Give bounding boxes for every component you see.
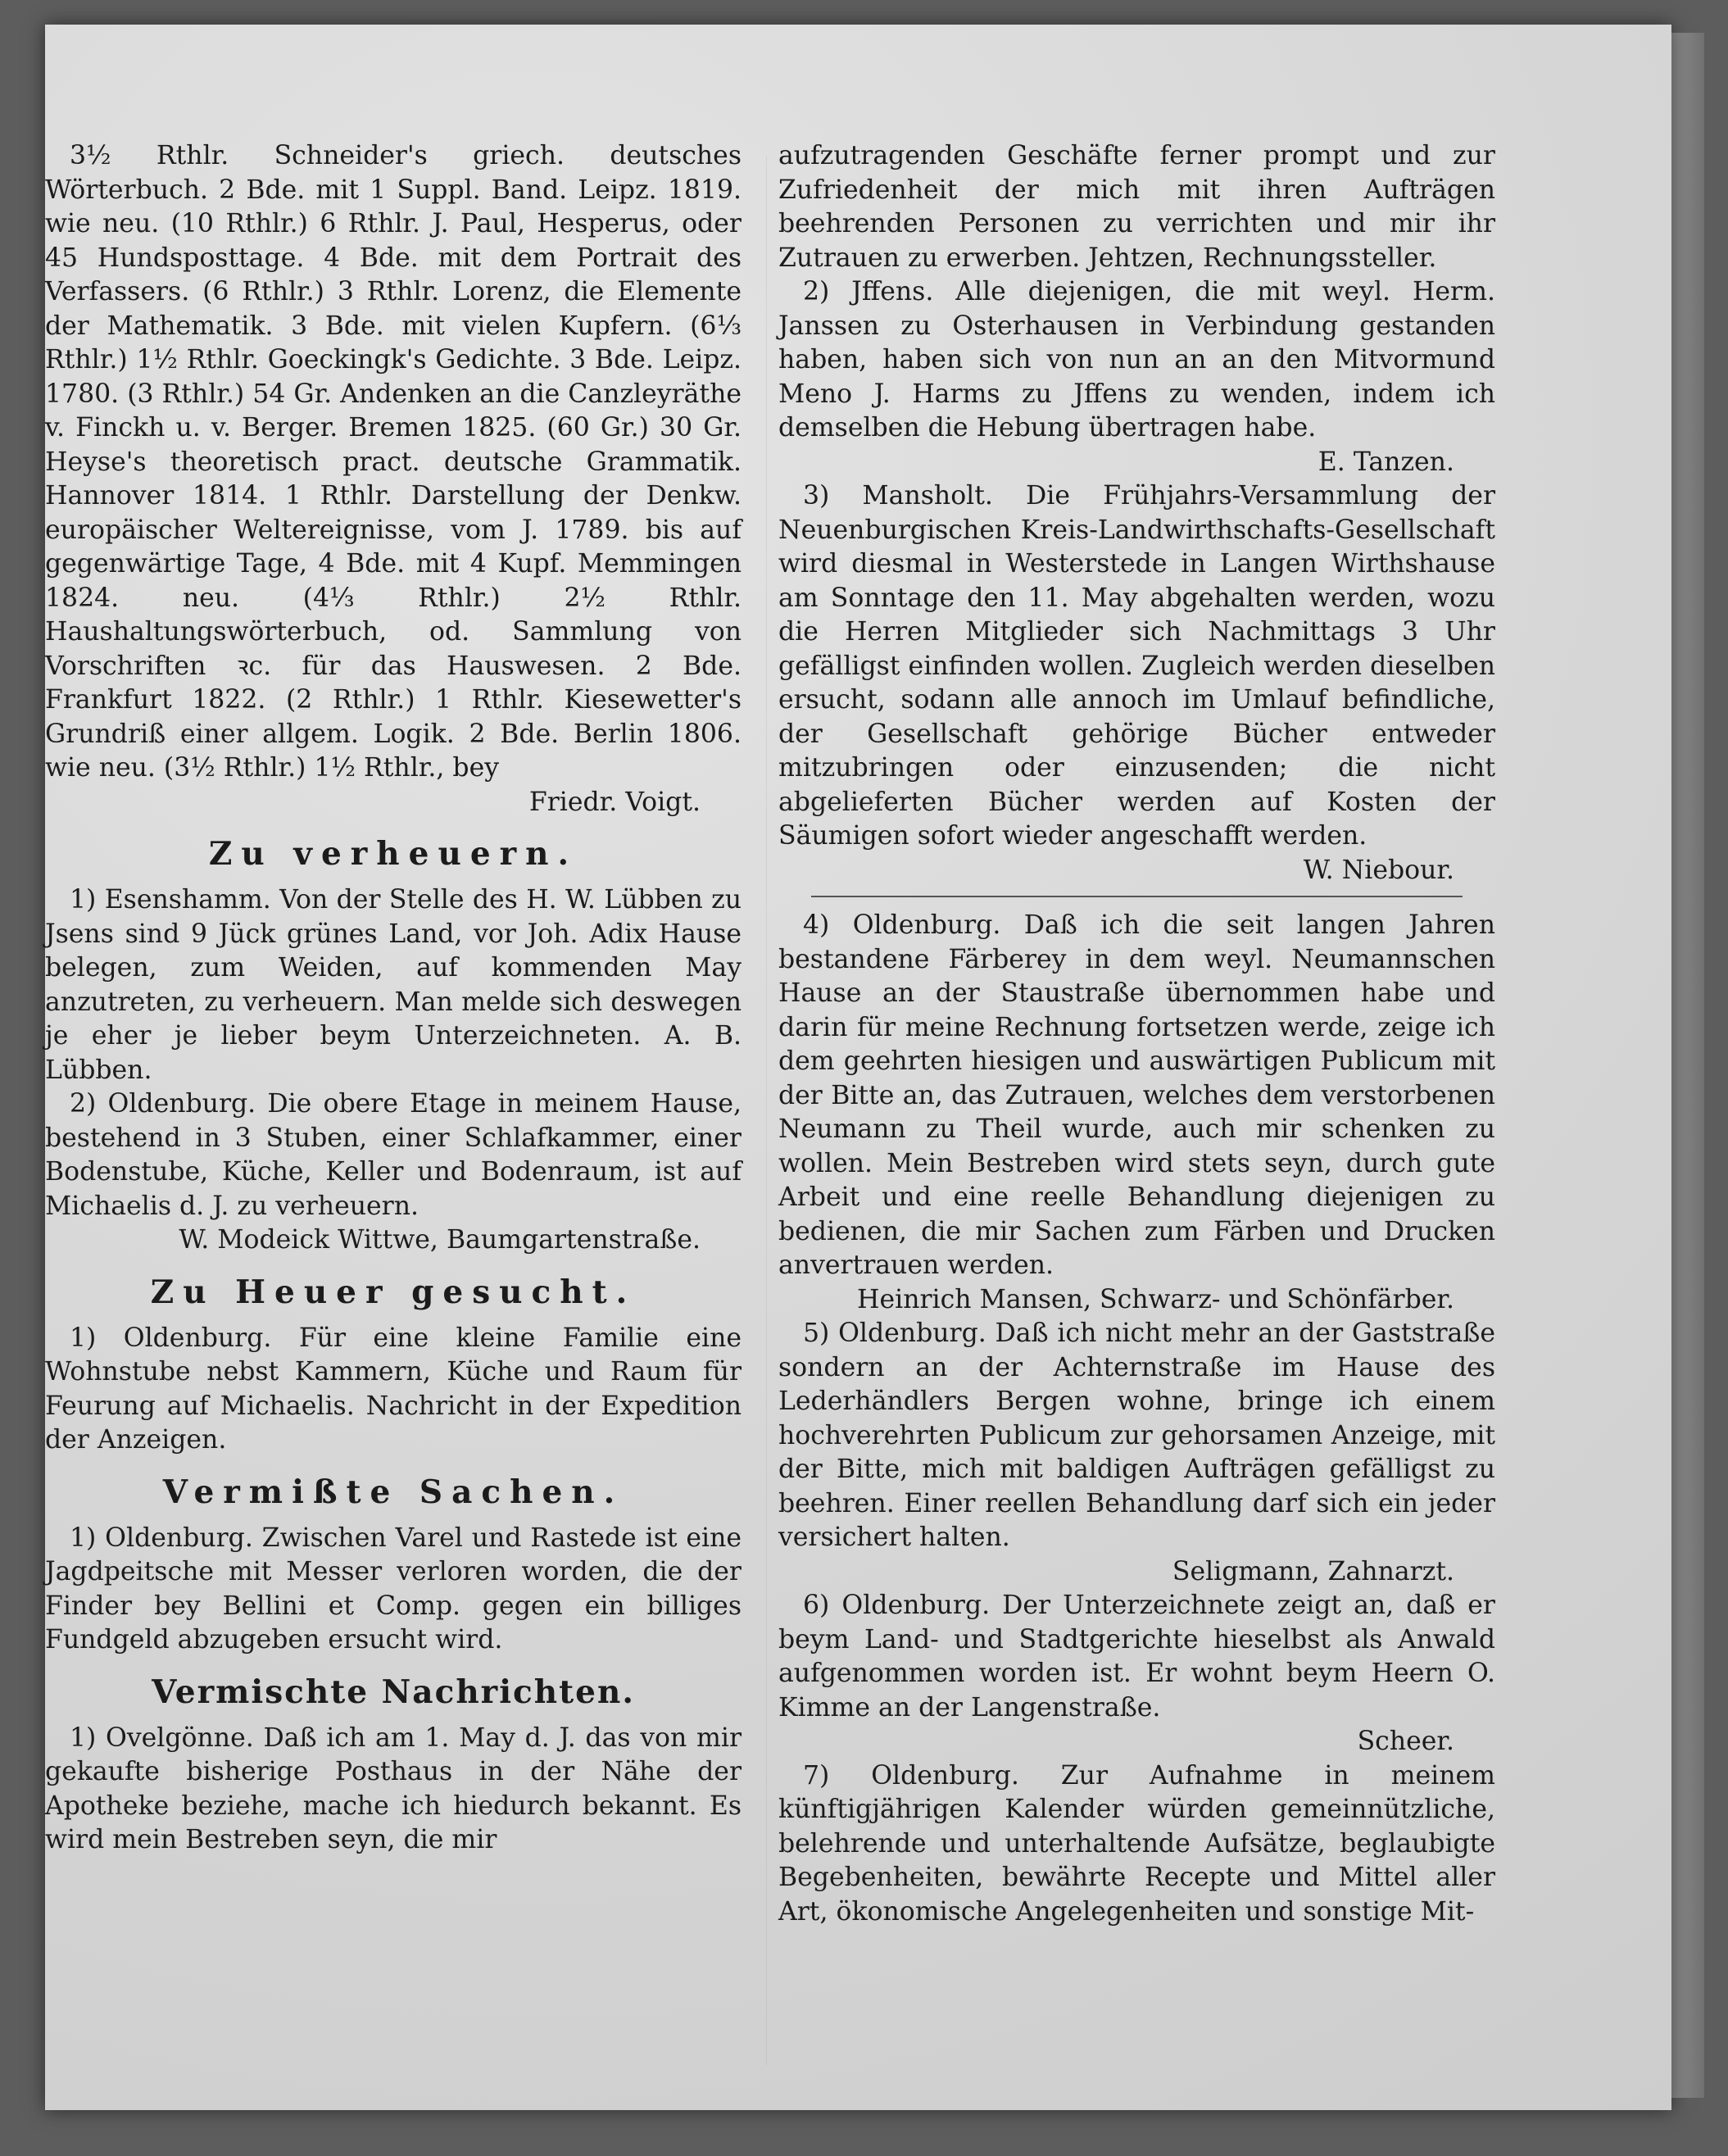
notice-mansholt-signature: W. Niebour. [1303, 855, 1454, 885]
notice-kalender: 7) Oldenburg. Zur Aufnahme in meinem künftigjährigen Kalender würden gemeinnützliche, belehrende und unterhaltende Aufsätze, beglaubigte Begebenheiten, bewährte Recepte und Mittel aller Art, ökonomische Angelegenheiten und sonstige Mit- [778, 1760, 1495, 1927]
notice-oldenburg-wohnstube: 1) Oldenburg. Für eine kleine Familie eine Wohnstube nebst Kammern, Küche und Raum für Feurung auf Michaelis. Nachricht in der Expedition der Anzeigen. [45, 1323, 742, 1455]
notice-anwald: 6) Oldenburg. Der Unterzeichnete zeigt an, daß er beym Land- und Stadtgerichte hieselbst als Anwald aufgenommen worden ist. Er wohnt beym Heern O. Kimme an der Langenstraße. [778, 1591, 1495, 1723]
notice-jffens: 2) Jffens. Alle diejenigen, die mit weyl. Herm. Janssen zu Osterhausen in Verbindung gestanden haben, haben sich von nun an an den Mitvormund Meno J. Harms zu Jffens zu wenden, indem ich demselben die Hebung übertragen habe. [778, 277, 1495, 443]
notice-ovelgoenne: 1) Ovelgönne. Daß ich am 1. May d. J. das von mir gekaufte bisherige Posthaus in der Nähe der Apotheke beziehe, mache ich hiedurch bekannt. Es wird mein Bestreben seyn, die mir [45, 1723, 742, 1854]
notice-faerberey-signature: Heinrich Mansen, Schwarz- und Schönfärber. [857, 1284, 1454, 1314]
notice-ovelgoenne-continued: aufzutragenden Geschäfte ferner prompt und zur Zufriedenheit der mich mit ihren Aufträgen beehrenden Personen zu verrichten und mir ihr Zutrauen zu erwerben. Jehtzen, Rechnungssteller. [778, 141, 1495, 273]
right-column [778, 139, 1495, 1929]
heading-vermischte-nachrichten: Vermischte Nachrichten. [152, 1673, 635, 1711]
notice-zahnarzt: 5) Oldenburg. Daß ich nicht mehr an der Gaststraße sondern an der Achternstraße im Hause des Lederhändlers Bergen wohne, bringe ich einem hochverehrten Publicum zur gehorsamen Anzeige, mit der Bitte, mich mit baldigen Aufträgen gefälligst zu beehren. Einer reellen Behandlung darf sich ein jeder versichert halten. [778, 1319, 1495, 1552]
notice-jffens-signature: E. Tanzen. [1318, 447, 1454, 477]
heading-zu-heuer-gesucht: Zu Heuer gesucht. [150, 1273, 637, 1311]
notice-esenshamm: 1) Esenshamm. Von der Stelle des H. W. Lübben zu Jsens sind 9 Jück grünes Land, vor Joh. Adix Hause belegen, zum Weiden, auf kommenden May anzutreten, zu verheuern. Man melde sich deswegen je eher je lieber beym Unterzeichneten. A. B. Lübben. [45, 885, 742, 1085]
heading-zu-verheuern: Zu verheuern. [208, 835, 578, 873]
notice-oldenburg-etage-signature: W. Modeick Wittwe, Baumgartenstraße. [179, 1225, 701, 1255]
notice-faerberey: 4) Oldenburg. Daß ich die seit langen Jahren bestandene Färberey in dem weyl. Neumannschen Hause an der Staustraße übernommen habe und darin für meine Rechnung fortsetzen werde, zeige ich dem geehrten hiesigen und auswärtigen Publicum mit der Bitte an, das Zutrauen, welches dem verstorbenen Neumann zu Theil wurde, auch mir schenken zu wollen. Mein Bestreben wird stets seyn, durch gute Arbeit und eine reelle Behandlung diejenigen zu bedienen, die mir Sachen zum Färben und Drucken anvertrauen werden. [778, 910, 1495, 1280]
column-gutter [766, 156, 767, 2065]
notice-jagdpeitsche: 1) Oldenburg. Zwischen Varel und Rastede ist eine Jagdpeitsche mit Messer verloren worden, die der Finder bey Bellini et Comp. gegen ein billiges Fundgeld abzugeben ersucht wird. [45, 1523, 742, 1654]
notice-oldenburg-etage: 2) Oldenburg. Die obere Etage in meinem Hause, bestehend in 3 Stuben, einer Schlafkammer, einer Bodenstube, Küche, Keller und Bodenraum, ist auf Michaelis d. J. zu verheuern. [45, 1089, 742, 1221]
heading-vermisste-sachen: Vermißte Sachen. [162, 1473, 624, 1511]
left-column [45, 139, 742, 1858]
book-list-paragraph: 3½ Rthlr. Schneider's griech. deutsches Wörterbuch. 2 Bde. mit 1 Suppl. Band. Leipz. 1819. wie neu. (10 Rthlr.) 6 Rthlr. J. Paul, Hesperus, oder 45 Hundsposttage. 4 Bde. mit dem Portrait des Verfassers. (6 Rthlr.) 3 Rthlr. Lorenz, die Elemente der Mathematik. 3 Bde. mit vielen Kupfern. (6⅓ Rthlr.) 1½ Rthlr. Goeckingk's Gedichte. 3 Bde. Leipz. 1780. (3 Rthlr.) 54 Gr. Andenken an die Canzleyräthe v. Finckh u. v. Berger. Bremen 1825. (60 Gr.) 30 Gr. Heyse's theoretisch pract. deutsche Grammatik. Hannover 1814. 1 Rthlr. Darstellung der Denkw. europäischer Weltereignisse, vom J. 1789. bis auf gegenwärtige Tage, 4 Bde. mit 4 Kupf. Memmingen 1824. neu. (4⅓ Rthlr.) 2½ Rthlr. Haushaltungswörterbuch, od. Sammlung von Vorschriften ꝛc. für das Hauswesen. 2 Bde. Frankfurt 1822. (2 Rthlr.) 1 Rthlr. Kiesewetter's Grundriß einer allgem. Logik. 2 Bde. Berlin 1806. wie neu. (3½ Rthlr.) 1½ Rthlr., bey [45, 141, 742, 783]
notice-zahnarzt-signature: Seligmann, Zahnarzt. [1172, 1556, 1454, 1586]
notice-mansholt: 3) Mansholt. Die Frühjahrs-Versammlung der Neuenburgischen Kreis-Landwirthschafts-Gesellschaft wird diesmal in Westerstede in Langen Wirthshause am Sonntage den 11. May abgehalten werden, wozu die Herren Mitglieder sich Nachmittags 3 Uhr gefälligst einfinden wollen. Zugleich werden dieselben ersucht, sodann alle annoch im Umlauf befindliche, der Gesellschaft gehörige Bücher entweder mitzubringen oder einzusenden; die nicht abgelieferten Bücher werden auf Kosten der Säumigen sofort wieder angeschafft werden. [778, 481, 1495, 851]
book-list-signature: Friedr. Voigt. [528, 787, 701, 817]
document-page [45, 25, 1671, 2110]
notice-anwald-signature: Scheer. [1357, 1727, 1454, 1756]
divider-rule [811, 896, 1463, 897]
